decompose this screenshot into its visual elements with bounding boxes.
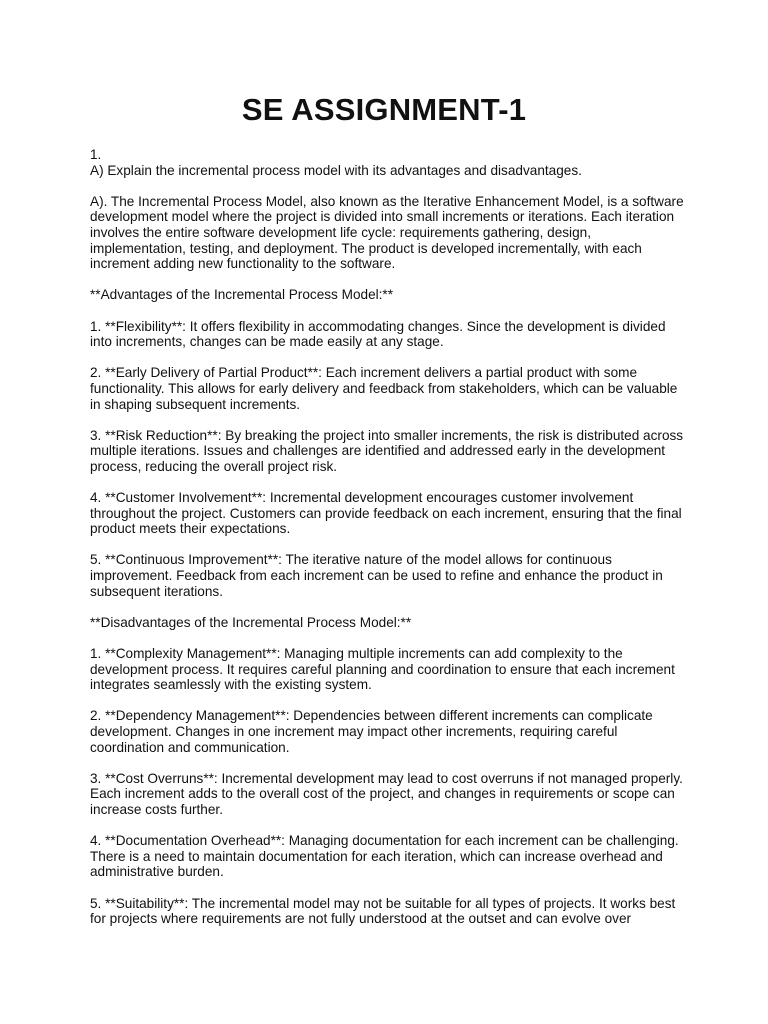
- advantage-item-5: 5. **Continuous Improvement**: The iterative nature of the model allows for continuous improvement. Feedback from each increment can be used to refine and enhance the product in subsequent iterations.: [90, 552, 663, 599]
- disadvantage-item-4: 4. **Documentation Overhead**: Managing documentation for each increment can be challenging. There is a need to maintain documentation for each iteration, which can increase overhead and administrative burden.: [90, 833, 679, 880]
- document-body: [90, 147, 690, 942]
- disadvantages-heading: **Disadvantages of the Incremental Process Model:**: [90, 614, 412, 630]
- disadvantage-item-5: 5. **Suitability**: The incremental model may not be suitable for all types of projects. It works best for projects where requirements are not fully understood at the outset and can evolve over: [90, 895, 676, 927]
- document-title: SE ASSIGNMENT-1: [241, 92, 527, 127]
- disadvantage-item-2: 2. **Dependency Management**: Dependencies between different increments can complicate development. Changes in one increment may impact other increments, requiring careful coordination and communication.: [90, 708, 653, 755]
- advantage-item-3: 3. **Risk Reduction**: By breaking the project into smaller increments, the risk is distributed across multiple iterations. Issues and challenges are identified and addressed early in the development process, reducing the overall project risk.: [90, 427, 684, 474]
- answer-intro: A). The Incremental Process Model, also known as the Iterative Enhancement Model, is a software development model where the project is divided into small increments or iterations. Each iteration involves the entire software development life cycle: requirements gathering, design, implementation, testing, and deployment. The product is developed incrementally, with each increment adding new functionality to the software.: [90, 193, 684, 272]
- disadvantage-item-1: 1. **Complexity Management**: Managing multiple increments can add complexity to the development process. It requires careful planning and coordination to ensure that each increment integrates seamlessly with the existing system.: [90, 646, 675, 693]
- advantages-heading: **Advantages of the Incremental Process Model:**: [90, 287, 394, 303]
- advantage-item-4: 4. **Customer Involvement**: Incremental development encourages customer involvement throughout the project. Customers can provide feedback on each increment, ensuring that the final product meets their expectations.: [90, 490, 682, 537]
- question-number: 1.: [90, 147, 102, 162]
- question-text: A) Explain the incremental process model with its advantages and disadvantages.: [90, 162, 582, 178]
- advantage-item-2: 2. **Early Delivery of Partial Product**: Each increment delivers a partial product with some functionality. This allows for early delivery and feedback from stakeholders, which can be valuable in shaping subsequent increments.: [90, 365, 678, 412]
- disadvantage-item-3: 3. **Cost Overruns**: Incremental development may lead to cost overruns if not managed properly. Each increment adds to the overall cost of the project, and changes in requirements or scope can increase costs further.: [90, 770, 683, 817]
- advantage-item-1: 1. **Flexibility**: It offers flexibility in accommodating changes. Since the development is divided into increments, changes can be made easily at any stage.: [90, 318, 666, 350]
